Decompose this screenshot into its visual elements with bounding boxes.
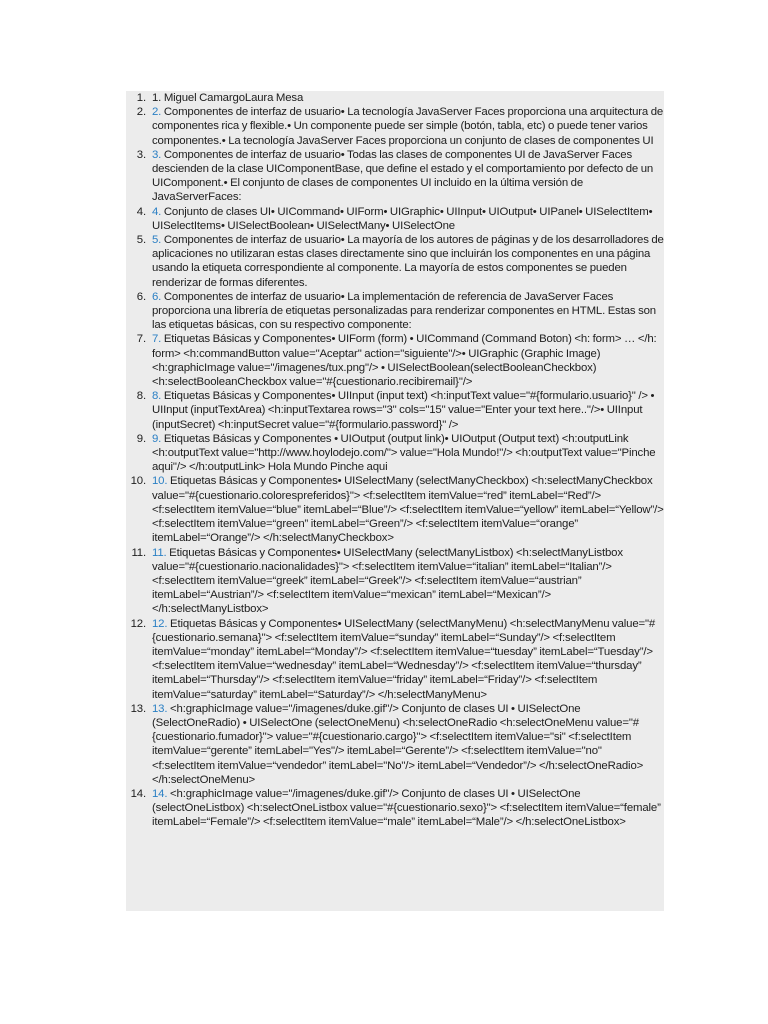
slide-link[interactable]: 13. xyxy=(152,702,168,715)
slide-link[interactable]: 2. xyxy=(152,106,162,119)
list-item-text: Etiquetas Básicas y Componentes• UIInput (input text) <h:inputText value="#{formulario.usuario}" /> • UIInput (inputTextArea) <h:inputTextarea rows="3" cols="15" value="Enter your text here.."/>• UIInput (inputSecret) <h:inputSecret value="#{formulario.password}" /> xyxy=(152,390,655,431)
slide-text-panel xyxy=(126,91,664,911)
list-item-text: Componentes de interfaz de usuario• Todas las clases de componentes UI de JavaServer Faces descienden de la clase UIComponentBase, que define el estado y el comportamiento por defecto de un UIComponent.• El conjunto de clases de componentes UI incluido en la última versión de JavaServerFaces: xyxy=(152,148,654,204)
list-item xyxy=(126,787,664,830)
list-item-text: Etiquetas Básicas y Componentes • UIOutput (output link)• UIOutput (Output text) <h:outputLink <h:outputText value="http://www.hoylodejo.com/"> value="Hola Mundo!"/> <h:outputText value="Pinche aqui"/> </h:outputLink> Hola Mundo Pinche aqui xyxy=(152,432,656,474)
list-item-number: 14. xyxy=(130,787,146,800)
list-item-text: Conjunto de clases UI• UICommand• UIForm• UIGraphic• UIInput• UIOutput• UIPanel• UISelectItem• UISelectItems• UISelectBoolean• UISelectMany• UISelectOne xyxy=(152,205,653,232)
list-item xyxy=(126,702,664,787)
list-item xyxy=(126,474,664,545)
list-item-text: Etiquetas Básicas y Componentes• UISelectMany (selectManyListbox) <h:selectManyListbox value="#{cuestionario.nacionalidades}"> <f:selectItem itemValue=“italian” itemLabel=“Italian”/> <f:selectItem itemValue=“greek” itemLabel=“Greek”/> <f:selectItem itemValue=“austrian” itemLabel=“Austrian”/> <f:selectItem itemValue=“mexican” itemLabel=“Mexican”/> </h:selectManyListbox> xyxy=(152,546,623,616)
list-item-number: 10. xyxy=(130,475,146,488)
slide-link[interactable]: 14. xyxy=(152,787,168,800)
list-item-text: Etiquetas Básicas y Componentes• UIForm (form) • UICommand (Command Boton) <h: form> … </h: form> <h:commandButton value="Aceptar" action="siguiente"/>• UIGraphic (Graphic Image) <h:graphicImage value="/imagenes/tux.png"/> • UISelectBoolean(selectBooleanCheckbox) <h:selectBooleanCheckbox value="#{cuestionario.recibiremail}"/> xyxy=(152,333,657,389)
list-item-text: Componentes de interfaz de usuario• La mayoría de los autores de páginas y de los desarrolladores de aplicaciones no utilizaran estas clases directamente sino que incluirán los componentes en una página usando la etiqueta correspondiente al componente. La mayoría de estos componentes se pueden renderizar de formas diferentes. xyxy=(152,234,664,289)
slide-link[interactable]: 12. xyxy=(152,617,168,630)
list-item xyxy=(126,332,664,389)
list-item-number: 2. xyxy=(136,106,146,119)
list-item-text: Componentes de interfaz de usuario• La tecnología JavaServer Faces proporciona una arquitectura de componentes rica y flexible.• Un componente puede ser simple (botón, tabla, etc) o puede tener varios componentes.• La tecnología JavaServer Faces proporciona un conjunto de clases de componentes UI xyxy=(152,106,664,147)
list-item-number: 13. xyxy=(130,702,146,715)
list-item-number: 9. xyxy=(136,432,146,445)
list-item xyxy=(126,432,664,475)
slide-link[interactable]: 5. xyxy=(152,234,162,247)
slide-link[interactable]: 8. xyxy=(152,390,162,403)
list-item xyxy=(126,389,664,432)
list-item-number: 4. xyxy=(136,205,146,218)
slide-link[interactable]: 9. xyxy=(152,432,162,445)
list-item xyxy=(126,148,664,205)
list-item-number: 3. xyxy=(136,148,146,161)
list-item xyxy=(126,105,664,148)
list-item-number: 12. xyxy=(130,617,146,630)
list-item-text: <h:graphicImage value="/imagenes/duke.gif"/> Conjunto de clases UI • UISelectOne (SelectOneRadio) • UISelectOne (selectOneMenu) <h:selectOneRadio <h:selectOneMenu value="#{cuestionario.fumador}"> value="#{cuestionario.cargo}"> <f:selectItem itemValue="si" <f:selectItem itemValue=“gerente” itemLabel="Yes"/> itemLabel=“Gerente”/> <f:selectItem itemValue="no" <f:selectItem itemValue=“vendedor” itemLabel="No"/> itemLabel=“Vendedor”/> </h:selectOneRadio> </h:selectOneMenu> xyxy=(152,702,644,786)
list-item xyxy=(126,546,664,617)
list-item xyxy=(126,205,664,233)
list-item-number: 6. xyxy=(136,290,146,303)
list-item-text: Etiquetas Básicas y Componentes• UISelectMany (selectManyCheckbox) <h:selectManyCheckbox value="#{cuestionario.colorespreferidos}"> <f:selectItem itemValue=“red” itemLabel=“Red”/> <f:selectItem itemValue=“blue” itemLabel=“Blue”/> <f:selectItem itemValue=“yellow” itemLabel=“Yellow”/> <f:selectItem itemValue=“green” itemLabel=“Green”/> <f:selectItem itemValue=“orange” itemLabel=“Orange”/> </h:selectManyCheckbox> xyxy=(152,475,664,545)
list-item-number: 8. xyxy=(136,390,146,403)
list-item xyxy=(126,290,664,333)
slide-link[interactable]: 11. xyxy=(152,546,167,559)
slide-link[interactable]: 6. xyxy=(152,290,162,303)
list-item xyxy=(126,617,664,702)
list-item-number: 5. xyxy=(136,234,146,247)
list-item-number: 1. xyxy=(136,92,146,104)
slide-link[interactable]: 3. xyxy=(152,148,162,161)
list-item-number: 11. xyxy=(131,546,146,559)
list-item-text: <h:graphicImage value="/imagenes/duke.gif"/> Conjunto de clases UI • UISelectOne (selectOneListbox) <h:selectOneListbox value="#{cuestionario.sexo}"> <f:selectItem itemValue=“female” itemLabel=“Female”/> <f:selectItem itemValue=“male” itemLabel=“Male”/> </h:selectOneListbox> xyxy=(152,787,661,829)
slide-link[interactable]: 7. xyxy=(152,333,162,346)
slide-link[interactable]: 4. xyxy=(152,205,162,218)
list-item xyxy=(126,233,664,290)
list-item-number: 7. xyxy=(136,333,146,346)
list-item xyxy=(126,91,664,105)
slide-list xyxy=(126,91,664,830)
list-item-text: Etiquetas Básicas y Componentes• UISelectMany (selectManyMenu) <h:selectManyMenu value="#{cuestionario.semana}"> <f:selectItem itemValue=“sunday” itemLabel=“Sunday”/> <f:selectItem itemValue=“monday” itemLabel=“Monday”/> <f:selectItem itemValue=“tuesday” itemLabel=“Tuesday”/> <f:selectItem itemValue=“wednesday” itemLabel=“Wednesday”/> <f:selectItem itemValue=“thursday” itemLabel=“Thursday”/> <f:selectItem itemValue=“friday” itemLabel=“Friday”/> <f:selectItem itemValue=“saturday” itemLabel=“Saturday”/> </h:selectManyMenu> xyxy=(152,617,656,701)
list-item-text: Componentes de interfaz de usuario• La implementación de referencia de JavaServer Faces proporciona una librería de etiquetas personalizadas para renderizar componentes en HTML. Estas son las etiquetas básicas, con su respectivo componente: xyxy=(152,290,656,332)
slide-link[interactable]: 10. xyxy=(152,475,168,488)
list-item-text: 1. Miguel CamargoLaura Mesa xyxy=(152,92,304,104)
